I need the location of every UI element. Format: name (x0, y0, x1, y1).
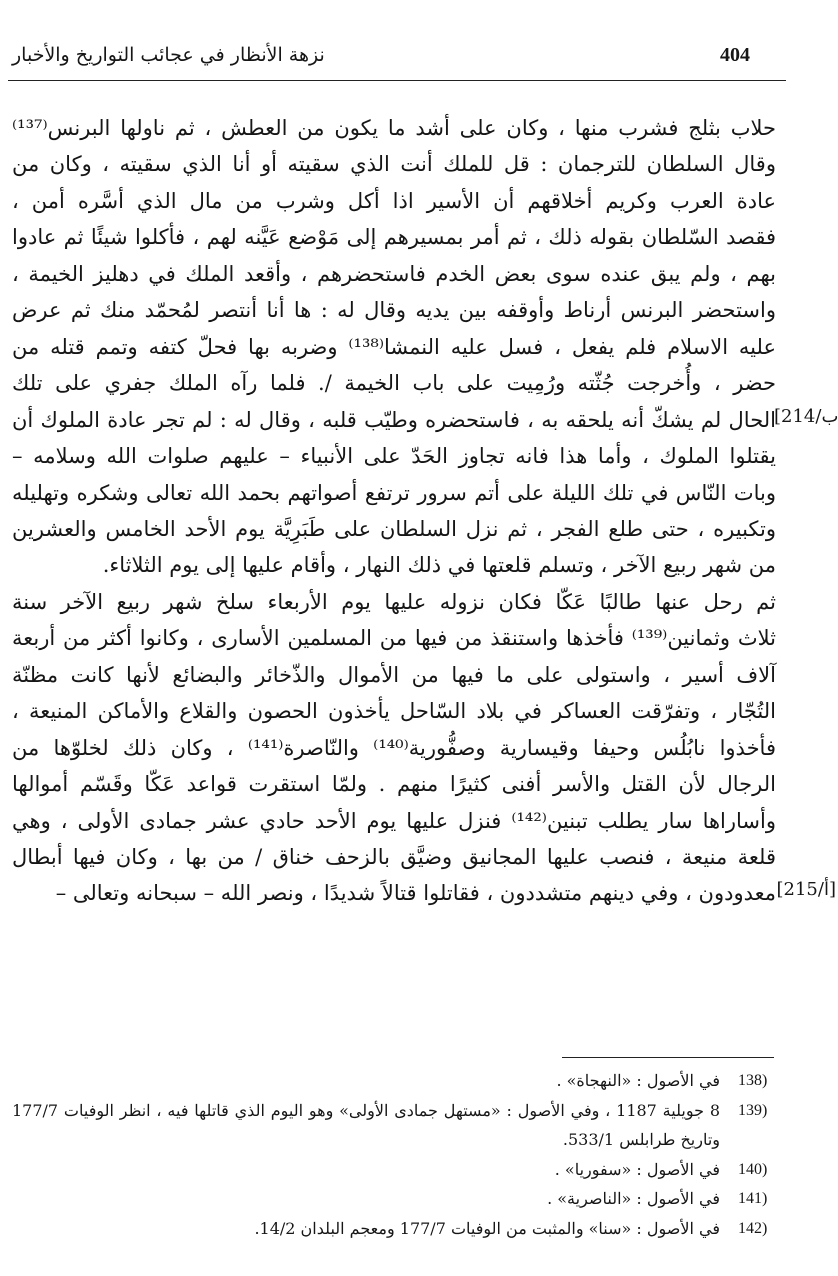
text-line: معدودون ، وفي دينهم متشددون ، فقاتلوا قتالاً شديدًا ، ونصر الله – سبحانه وتعالى – (55, 881, 776, 906)
page-number: 404 (720, 44, 750, 66)
running-header-title: نزهة الأنظار في عجائب التواريخ والأخبار (12, 44, 325, 66)
text-line: وبات النّاس في تلك الليلة على أتم سرور ترتفع أصواتهم بحمد الله تعالى وشكره وتهليله (12, 480, 776, 505)
footnote-text: في الأصول : «الناصرية» . (547, 1189, 720, 1208)
footnote-text: في الأصول : «النهجاة» . (556, 1071, 720, 1090)
footnote-text: وتاريخ طرابلس 533/1. (562, 1130, 720, 1149)
text-line: وأساراها سار يطلب تبنين⁽¹⁴²⁾ فنزل عليها يوم الأحد حادي عشر جمادى الأولى ، وهي (12, 808, 776, 833)
footnote-text: 8 جويلية 1187 ، وفي الأصول : «مستهل جمادى الأولى» وهو اليوم الذي قاتلها فيه ، انظر الوفيات 177/7 (12, 1100, 721, 1120)
text-line: عادة العرب وكريم أخلاقهم أن الأسير اذا أكل وشرب من مال الذي أسَّره أمن ، (12, 188, 776, 213)
footnote-number: 139) (738, 1101, 768, 1119)
text-line: فأخذوا نابُلُس وحيفا وقيسارية وصفُّورية⁽¹⁴⁰⁾ والنّاصرة⁽¹⁴¹⁾ ، وكان ذلك لخلوّها من (12, 735, 776, 760)
margin-folio-note: [214/ب (774, 405, 838, 427)
text-line: عليه الاسلام فلم يفعل ، فسل عليه النمشا⁽¹³⁸⁾ وضربه بها فحلّ كتفه وتمم قتله من (12, 334, 776, 359)
text-line: الرجال لأن القتل والأسر أفنى كثيرًا منهم . ولمّا استقرت قواعد عَكّا وقَسّم أموالها (12, 772, 776, 797)
footnote-number: 140) (738, 1160, 768, 1178)
footnote-text: في الأصول : «سفوريا» . (554, 1159, 720, 1179)
text-line: من شهر ربيع الآخر ، وتسلم قلعتها في ذلك النهار ، وأقام عليها إلى يوم الثلاثاء. (102, 553, 776, 578)
footnote-number: 142) (738, 1219, 768, 1237)
footnote-number: 138) (738, 1072, 768, 1089)
footnote-text: في الأصول : «سنا» والمثبت من الوفيات 177/7 ومعجم البلدان 14/2. (254, 1218, 720, 1238)
text-line: وتكبيره ، حتى طلع الفجر ، ثم نزل السلطان على طَبَرِيَّة يوم الأحد الخامس والعشرين (12, 516, 776, 541)
text-line: ثم رحل عنها طالبًا عَكّا فكان نزوله عليها يوم الأربعاء سلخ شهر ربيع الآخر سنة (12, 589, 776, 614)
text-line: فقصد السّلطان بقوله ذلك ، ثم أمر بمسيرهم إلى مَوْضع عَيَّنه لهم ، فأكلوا شيئًا ثم عادوا (12, 225, 776, 250)
text-line: الحال لم يشكّ أنه يلحقه به ، فاستحضره وطيّب قلبه ، وقال له : لم تجر عادة الملوك أن (12, 407, 776, 432)
text-line: حلاب بثلج فشرب منها ، وكان على أشد ما يكون من العطش ، ثم ناولها البرنس⁽¹³⁷⁾ (12, 116, 776, 140)
text-line: واستحضر البرنس أرناط وأوقفه بين يديه وقال له : ها أنا أنتصر لمُحمّد منك ثم عرض (12, 298, 776, 323)
text-line: آلاف أسير ، واستولى على ما فيها من الأموال والذّخائر والبضائع لأنها كانت مظنّة (12, 662, 776, 687)
margin-folio-note: [215/أ] (776, 879, 836, 901)
text-line: يقتلوا الملوك ، وأما هذا فانه تجاوز الحَدّ على الأنبياء – عليهم صلوات الله وسلامه – (12, 444, 776, 469)
footnote-number: 141) (738, 1190, 768, 1207)
text-line: وقال السلطان للترجمان : قل للملك أنت الذي سقيته أو أنا الذي سقيته ، وكان من (12, 152, 776, 177)
text-line: التُجّار ، وتفرّقت العساكر في بلاد السّاحل يأخذون الحصون والقلاع والأماكن المنيعة ، (12, 699, 776, 724)
header-rule (8, 80, 786, 81)
footnote-rule (562, 1057, 774, 1058)
text-line: حضر ، وأُخرجت جُثّته ورُمِيت على باب الخيمة /. فلما رآه الملك جفري على تلك (12, 371, 776, 396)
text-line: قلعة منيعة ، فنصب عليها المجانيق وضيَّق بالزحف خناق / من بها ، وكان فيها أبطال (12, 845, 776, 869)
text-line: بهم ، ولم يبق عنده سوى بعض الخدم فاستحضرهم ، وأقعد الملك في دهليز الخيمة ، (12, 261, 776, 286)
text-line: ثلاث وثمانين⁽¹³⁹⁾ فأخذها واستنقذ من فيها من المسلمين الأسارى ، وكانوا أكثر من أربعة (12, 626, 776, 651)
